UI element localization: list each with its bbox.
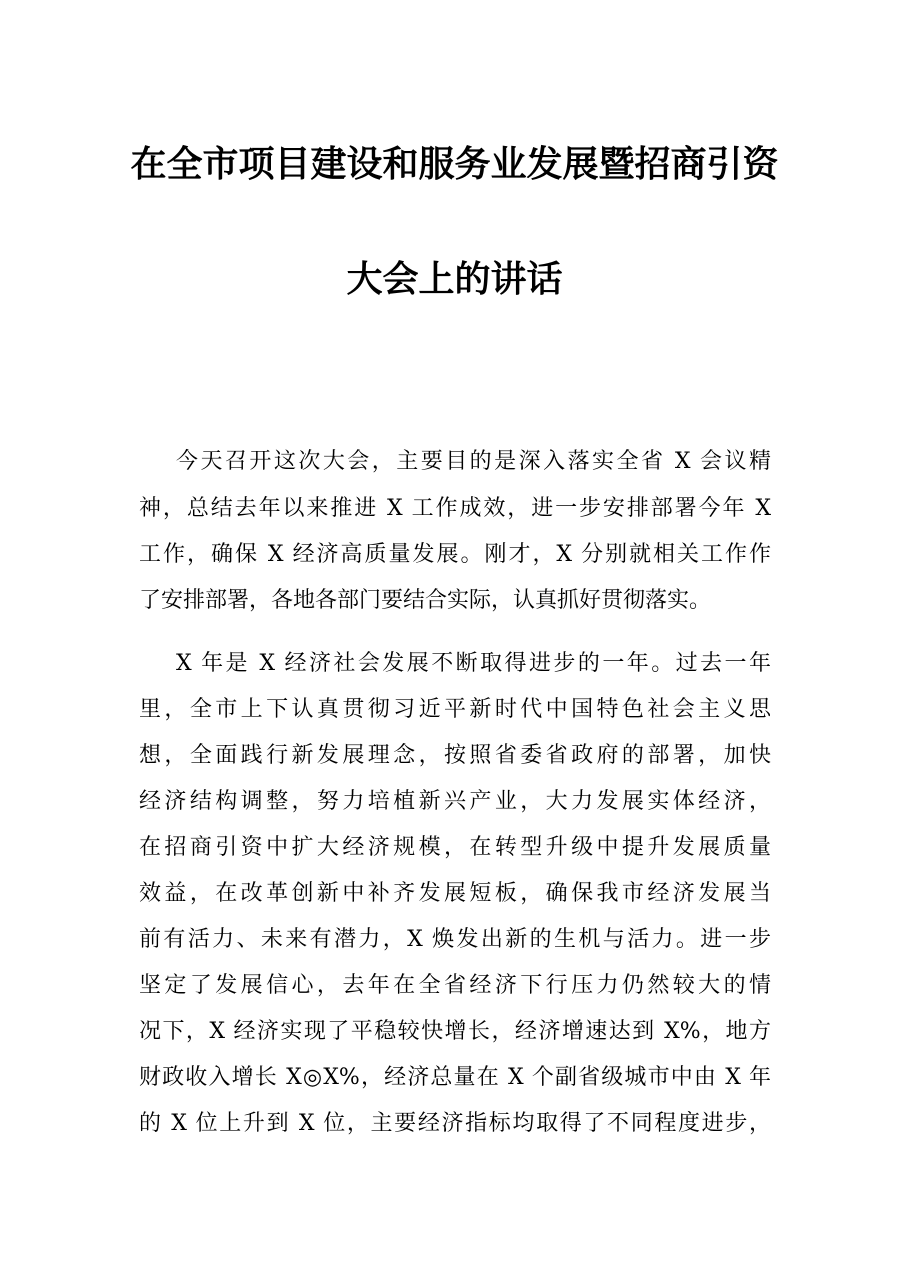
paragraph-2-line: 里，全市上下认真贯彻习近平新时代中国特色社会主义思 — [139, 697, 771, 722]
paragraph-1-line: 今天召开这次大会，主要目的是深入落实全省 X 会议精 — [176, 449, 771, 474]
paragraph-2-line: 前有活力、未来有潜力，X 焕发出新的生机与活力。进一步 — [139, 927, 771, 952]
paragraph-2-line: 坚定了发展信心，去年在全省经济下行压力仍然较大的情 — [139, 973, 771, 998]
paragraph-2-line: 想，全面践行新发展理念，按照省委省政府的部署，加快 — [139, 743, 771, 768]
paragraph-2-line: X 年是 X 经济社会发展不断取得进步的一年。过去一年 — [176, 651, 771, 676]
paragraph-2-line: 况下，X 经济实现了平稳较快增长，经济增速达到 X%，地方 — [139, 1019, 771, 1044]
paragraph-2-line: 的 X 位上升到 X 位，主要经济指标均取得了不同程度进步， — [139, 1111, 771, 1136]
paragraph-1-line: 了安排部署，各地各部门要结合实际，认真抓好贯彻落实。 — [139, 588, 712, 613]
paragraph-2-line: 财政收入增长 X◎X%，经济总量在 X 个副省级城市中由 X 年 — [139, 1065, 771, 1090]
paragraph-2-line: 经济结构调整，努力培植新兴产业，大力发展实体经济， — [139, 789, 771, 814]
paragraph-2-line: 效益，在改革创新中补齐发展短板，确保我市经济发展当 — [139, 881, 771, 906]
document-title-line-2: 大会上的讲话 — [346, 259, 563, 300]
document-title-line-1: 在全市项目建设和服务业发展暨招商引资 — [130, 144, 779, 185]
paragraph-1-line: 工作，确保 X 经济高质量发展。刚才，X 分别就相关工作作 — [139, 542, 771, 567]
paragraph-1-line: 神，总结去年以来推进 X 工作成效，进一步安排部署今年 X — [139, 496, 771, 521]
paragraph-2-line: 在招商引资中扩大经济规模，在转型升级中提升发展质量 — [139, 835, 771, 860]
